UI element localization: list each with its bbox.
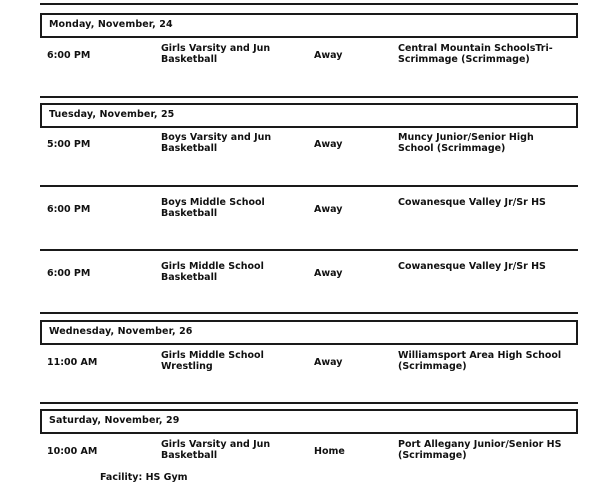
event-time: 5:00 PM	[47, 139, 91, 150]
day-header-tuesday	[40, 103, 578, 128]
event-time: 6:00 PM	[47, 268, 91, 279]
event-sport: Girls Middle School Basketball	[161, 261, 264, 283]
event-sport: Girls Middle School Wrestling	[161, 350, 264, 372]
event-time: 6:00 PM	[47, 50, 91, 61]
event-facility: Facility: HS Gym	[100, 472, 188, 483]
event-location: Away	[314, 268, 343, 279]
event-row	[0, 261, 613, 297]
day-header-monday	[40, 13, 578, 38]
event-location: Away	[314, 50, 343, 61]
event-location: Home	[314, 446, 345, 457]
event-time: 6:00 PM	[47, 204, 91, 215]
event-location: Away	[314, 204, 343, 215]
event-opponent: Muncy Junior/Senior High School (Scrimmage)	[398, 132, 534, 154]
day-header-label: Wednesday, November, 26	[49, 326, 193, 337]
event-sport: Boys Middle School Basketball	[161, 197, 265, 219]
event-location: Away	[314, 139, 343, 150]
event-row	[0, 439, 613, 475]
event-row	[0, 132, 613, 168]
event-time: 11:00 AM	[47, 357, 98, 368]
event-divider	[40, 185, 578, 187]
section-divider	[40, 96, 578, 98]
event-opponent: Port Allegany Junior/Senior HS (Scrimmage)	[398, 439, 562, 461]
day-header-label: Saturday, November, 29	[49, 415, 180, 426]
event-row	[0, 350, 613, 386]
event-sport: Boys Varsity and Jun Basketball	[161, 132, 272, 154]
event-sport: Girls Varsity and Jun Basketball	[161, 43, 271, 65]
section-divider	[40, 312, 578, 314]
day-header-label: Monday, November, 24	[49, 19, 173, 30]
event-opponent: Williamsport Area High School (Scrimmage)	[398, 350, 562, 372]
event-divider	[40, 249, 578, 251]
section-divider	[40, 402, 578, 404]
event-sport: Girls Varsity and Jun Basketball	[161, 439, 271, 461]
event-opponent: Central Mountain SchoolsTri- Scrimmage (Scrimmage)	[398, 43, 553, 65]
day-header-label: Tuesday, November, 25	[49, 109, 175, 120]
event-row	[0, 197, 613, 233]
day-header-saturday	[40, 409, 578, 434]
top-divider	[40, 3, 578, 5]
event-row	[0, 43, 613, 79]
event-opponent: Cowanesque Valley Jr/Sr HS	[398, 197, 546, 208]
day-header-wednesday	[40, 320, 578, 345]
event-time: 10:00 AM	[47, 446, 98, 457]
event-opponent: Cowanesque Valley Jr/Sr HS	[398, 261, 546, 272]
event-location: Away	[314, 357, 343, 368]
